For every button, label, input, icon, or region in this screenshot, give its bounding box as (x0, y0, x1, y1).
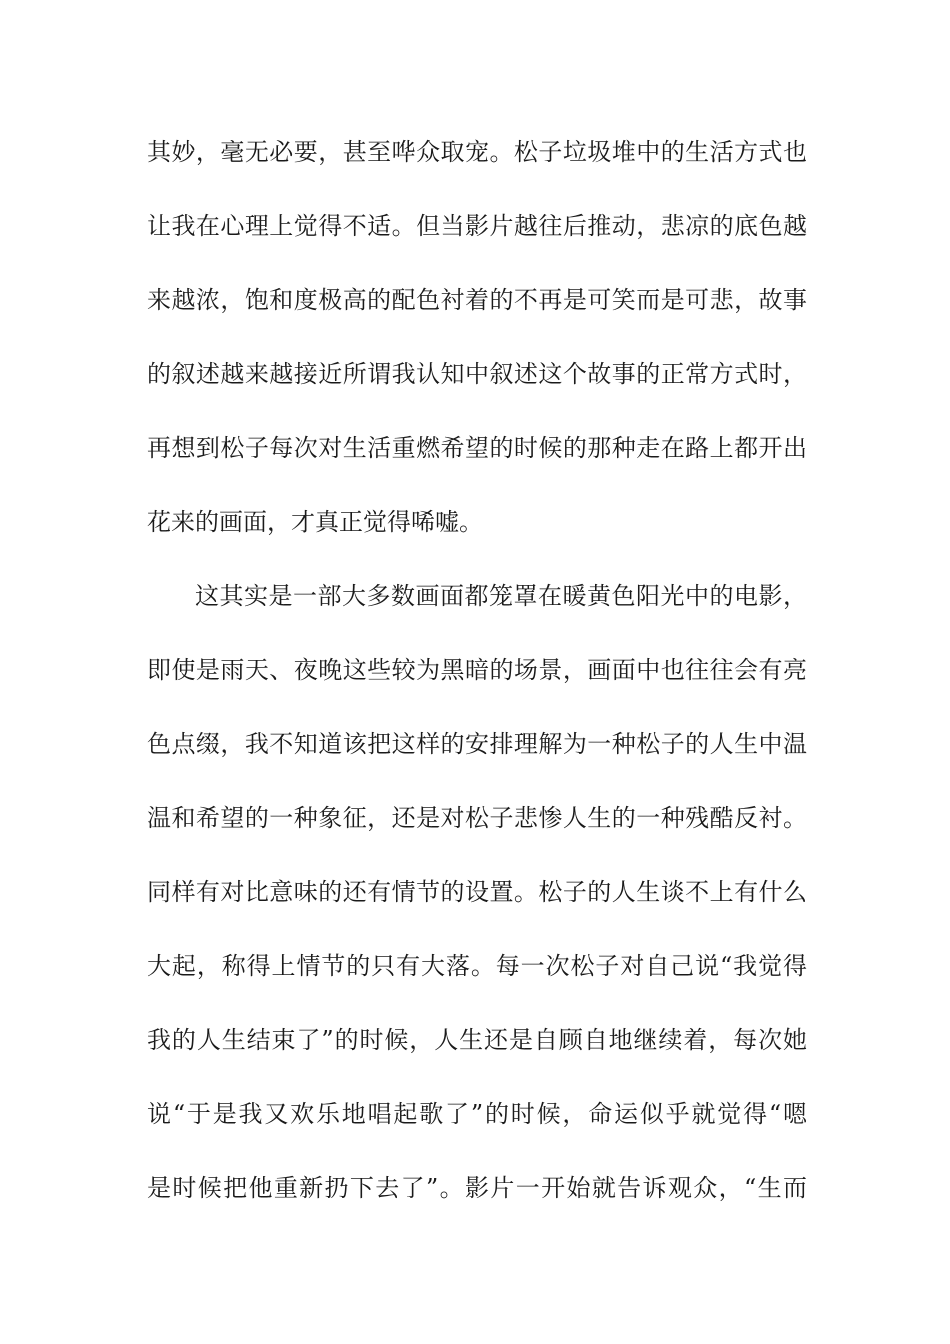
paragraph-first-line: 这其实是一部大多数画面都笼罩在暖黄色阳光中的电影， (195, 582, 807, 610)
text-line: 说“于是我又欢乐地唱起歌了”的时候，命运似乎就觉得“嗯 (147, 1100, 807, 1128)
text-line: 再想到松子每次对生活重燃希望的时候的那种走在路上都开出 (147, 434, 807, 462)
text-line: 同样有对比意味的还有情节的设置。松子的人生谈不上有什么 (147, 878, 807, 906)
text-line: 花来的画面，才真正觉得唏嘘。 (147, 508, 483, 536)
text-line: 让我在心理上觉得不适。但当影片越往后推动，悲凉的底色越 (147, 212, 807, 240)
text-line: 大起，称得上情节的只有大落。每一次松子对自己说“我觉得 (147, 952, 807, 980)
text-line: 即使是雨天、夜晚这些较为黑暗的场景，画面中也往往会有亮 (147, 656, 807, 684)
text-line: 其妙，毫无必要，甚至哗众取宠。松子垃圾堆中的生活方式也 (147, 138, 807, 166)
text-line: 色点缀，我不知道该把这样的安排理解为一种松子的人生中温 (147, 730, 807, 758)
text-line: 我的人生结束了”的时候，人生还是自顾自地继续着，每次她 (147, 1026, 807, 1054)
text-line: 是时候把他重新扔下去了”。影片一开始就告诉观众，“生而 (147, 1174, 807, 1202)
text-line: 温和希望的一种象征，还是对松子悲惨人生的一种残酷反衬。 (147, 804, 807, 832)
text-line: 的叙述越来越接近所谓我认知中叙述这个故事的正常方式时， (147, 360, 807, 388)
text-line: 来越浓，饱和度极高的配色衬着的不再是可笑而是可悲，故事 (147, 286, 807, 314)
